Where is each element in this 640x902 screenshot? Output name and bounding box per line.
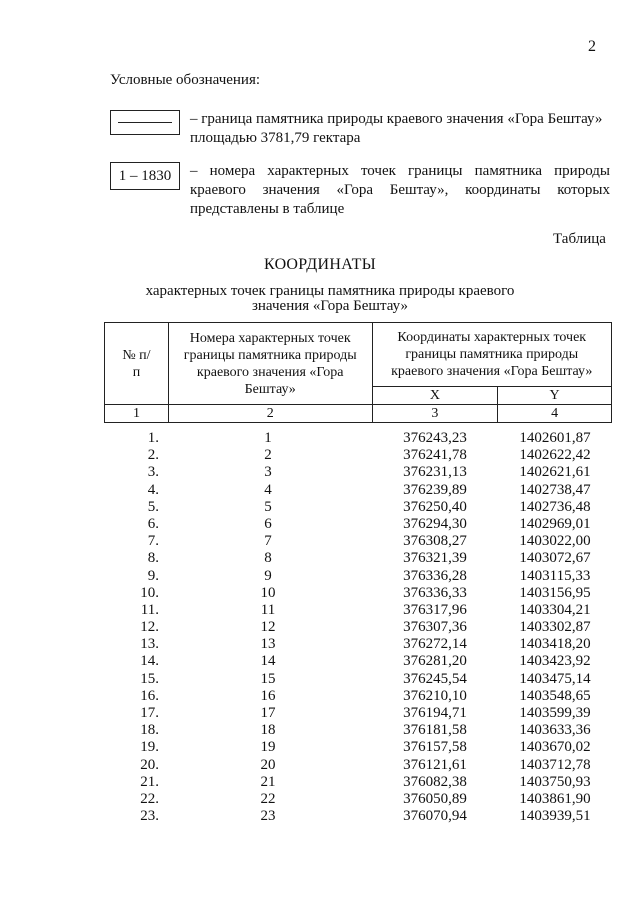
row-number: 1. [147, 430, 159, 446]
coord-y: 1402621,61 [519, 464, 591, 481]
point-number: 1 [264, 430, 272, 446]
header-num-4: 4 [498, 405, 612, 423]
coord-y: 1403423,92 [519, 653, 591, 670]
coord-x: 376194,71 [403, 705, 467, 721]
coord-y: 1403599,39 [519, 705, 591, 721]
document-title: КООРДИНАТЫ [264, 256, 376, 273]
legend-points-text: – номера характерных точек границы памятника природы краевого значения «Гора Бештау», координаты которых представлены в таблице [190, 163, 610, 217]
row-number: 17. [140, 705, 159, 721]
table-row [104, 585, 612, 602]
coord-x: 376336,33 [403, 584, 467, 601]
point-number: 17 [260, 705, 276, 721]
legend-title: Условные обозначения: [110, 72, 261, 88]
row-number: 16. [140, 687, 159, 704]
row-number: 3. [147, 464, 159, 481]
header-num-3: 3 [372, 405, 498, 423]
coord-x: 376307,36 [403, 619, 467, 636]
boundary-line-icon [118, 122, 172, 123]
header-y: Y [498, 387, 612, 405]
point-number: 13 [260, 636, 276, 653]
row-number: 19. [140, 739, 159, 756]
table-row [104, 636, 612, 653]
point-number: 22 [260, 790, 276, 807]
point-number: 6 [264, 515, 272, 532]
coord-x: 376121,61 [403, 756, 467, 773]
table-row [104, 619, 612, 636]
row-number: 2. [147, 447, 159, 464]
coord-y: 1402736,48 [519, 498, 591, 515]
table-row [104, 757, 612, 774]
coord-x: 376157,58 [403, 739, 467, 756]
row-number: 8. [147, 550, 159, 567]
row-number: 18. [140, 722, 159, 739]
table-row [104, 671, 612, 688]
coord-y: 1402969,01 [519, 515, 591, 532]
coord-y: 1402622,42 [519, 447, 591, 464]
coord-y: 1403670,02 [519, 739, 591, 756]
table-row [104, 739, 612, 756]
point-number: 23 [260, 808, 276, 825]
coord-x: 376294,30 [403, 515, 467, 532]
header-x: X [372, 387, 498, 405]
point-number: 9 [264, 567, 272, 584]
row-number: 9. [147, 567, 159, 584]
coord-x: 376082,38 [403, 773, 467, 790]
row-number: 15. [140, 670, 159, 687]
table-row [104, 464, 612, 481]
table-row [104, 791, 612, 808]
point-number: 18 [260, 722, 276, 739]
legend-boundary-symbol [110, 110, 180, 135]
table-row [104, 602, 612, 619]
row-number: 12. [140, 619, 159, 636]
row-number: 5. [147, 498, 159, 515]
table-row [104, 482, 612, 499]
point-number: 11 [260, 601, 276, 618]
coord-y: 1403304,21 [519, 601, 591, 618]
point-number: 12 [260, 619, 276, 636]
point-number: 7 [264, 533, 272, 550]
row-number: 7. [147, 533, 159, 550]
page-number: 2 [588, 38, 596, 55]
point-number: 5 [264, 498, 272, 515]
row-number: 11. [140, 601, 159, 618]
row-number: 13. [140, 636, 159, 653]
coord-y: 1403750,93 [519, 773, 591, 790]
point-number: 14 [260, 653, 276, 670]
coord-y: 1402738,47 [519, 481, 591, 498]
coord-x: 376336,28 [403, 567, 467, 584]
point-number: 20 [260, 756, 276, 773]
table-row [104, 808, 612, 825]
coord-x: 376250,40 [403, 498, 467, 515]
coord-x: 376241,78 [403, 447, 467, 464]
header-num-2: 2 [168, 405, 372, 423]
point-number: 10 [260, 584, 276, 601]
coord-y: 1403475,14 [519, 670, 591, 687]
row-number: 14. [140, 653, 159, 670]
coord-x: 376243,23 [403, 430, 467, 446]
row-number: 6. [147, 515, 159, 532]
row-number: 22. [140, 790, 159, 807]
coordinates-table-body [104, 430, 612, 825]
header-row-number: № п/п [105, 323, 169, 405]
coord-x: 376231,13 [403, 464, 467, 481]
coord-y: 1402601,87 [519, 430, 591, 446]
coord-x: 376272,14 [403, 636, 467, 653]
table-row [104, 550, 612, 567]
coord-y: 1403861,90 [519, 790, 591, 807]
table-row [104, 722, 612, 739]
coord-x: 376317,96 [403, 601, 467, 618]
document-subtitle: характерных точек границы памятника природы краевого значения «Гора Бештау» [145, 283, 515, 314]
coord-y: 1403418,20 [519, 636, 591, 653]
coord-x: 376210,10 [403, 687, 467, 704]
table-row [104, 653, 612, 670]
point-number: 8 [264, 550, 272, 567]
table-row [104, 688, 612, 705]
coord-y: 1403712,78 [519, 756, 591, 773]
coord-x: 376321,39 [403, 550, 467, 567]
coord-y: 1403022,00 [519, 533, 591, 550]
point-number: 2 [264, 447, 272, 464]
row-number: 10. [140, 584, 159, 601]
table-row [104, 516, 612, 533]
coord-x: 376308,27 [403, 533, 467, 550]
header-coordinates: Координаты характерных точек границы памятника природы краевого значения «Гора Бештау» [372, 323, 611, 387]
table-row [104, 430, 612, 447]
point-number: 16 [260, 687, 276, 704]
point-number: 3 [264, 464, 272, 481]
coord-x: 376181,58 [403, 722, 467, 739]
legend-points-symbol: 1 – 1830 [110, 162, 180, 190]
coord-x: 376050,89 [403, 790, 467, 807]
row-number: 21. [140, 773, 159, 790]
point-number: 4 [264, 481, 272, 498]
header-point-numbers: Номера характерных точек границы памятника природы краевого значения «Гора Бештау» [168, 323, 372, 405]
table-row [104, 499, 612, 516]
row-number: 20. [140, 756, 159, 773]
coord-x: 376239,89 [403, 481, 467, 498]
coord-x: 376281,20 [403, 653, 467, 670]
coord-y: 1403302,87 [519, 619, 591, 636]
coord-x: 376070,94 [403, 808, 467, 825]
coordinates-table-header [104, 322, 612, 423]
coord-y: 1403939,51 [519, 808, 591, 825]
point-number: 21 [260, 773, 276, 790]
table-label: Таблица [553, 231, 606, 247]
coord-y: 1403633,36 [519, 722, 591, 739]
header-num-1: 1 [105, 405, 169, 423]
row-number: 4. [147, 481, 159, 498]
coord-y: 1403156,95 [519, 584, 591, 601]
table-row [104, 447, 612, 464]
point-number: 15 [260, 670, 276, 687]
coord-y: 1403548,65 [519, 687, 591, 704]
point-number: 19 [260, 739, 276, 756]
table-row [104, 705, 612, 722]
table-row [104, 568, 612, 585]
table-row [104, 774, 612, 791]
table-row [104, 533, 612, 550]
row-number: 23. [140, 808, 159, 825]
coord-y: 1403072,67 [519, 550, 591, 567]
coord-y: 1403115,33 [519, 567, 591, 584]
legend-boundary-text: – граница памятника природы краевого значения «Гора Бештау» площадью 3781,79 гектара [190, 111, 603, 146]
coord-x: 376245,54 [403, 670, 467, 687]
